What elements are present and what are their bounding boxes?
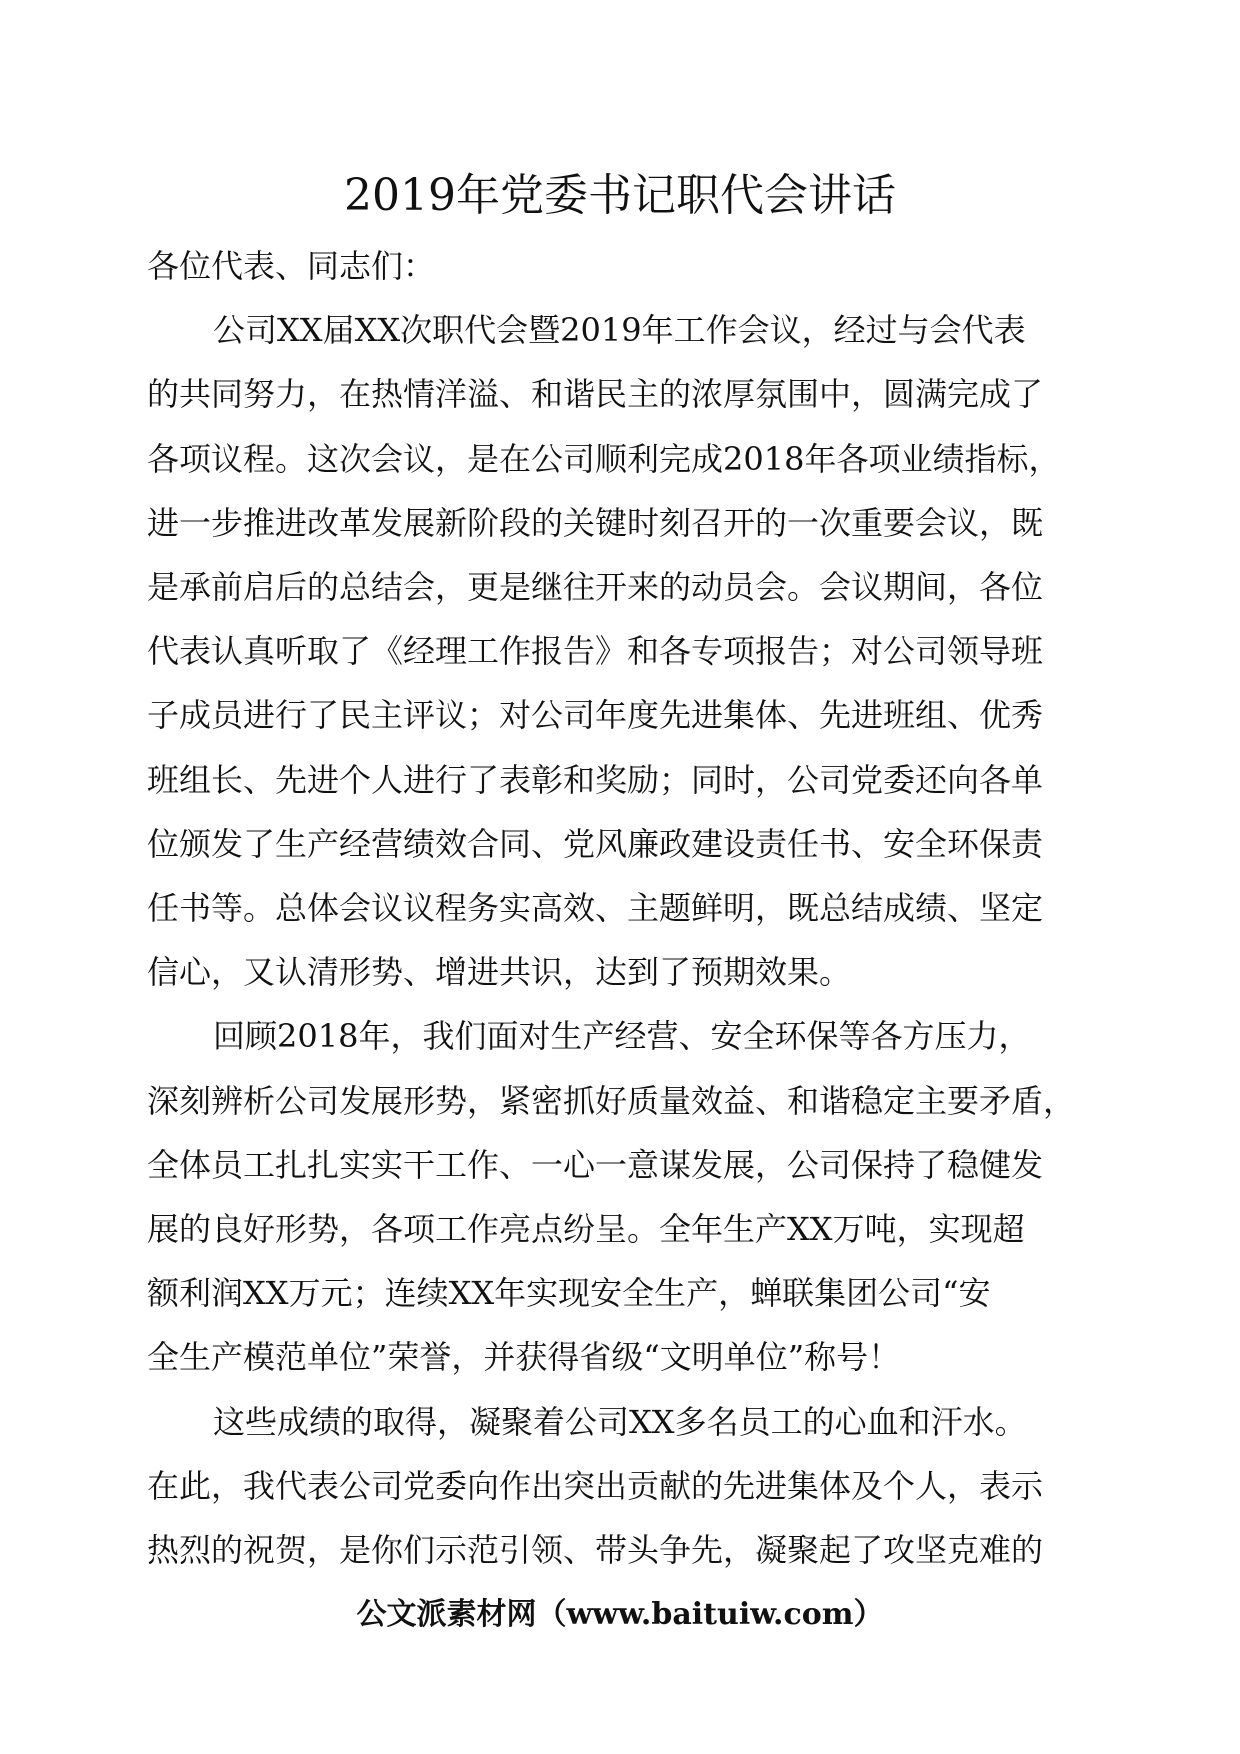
paragraph-3 [147,1390,1097,1583]
text-line: 回顾2018年，我们面对生产经营、安全环保等各方压力， [213,1017,1031,1056]
text-line: 位颁发了生产经营绩效合同、党风廉政建设责任书、安全环保责 [147,824,1044,863]
salutation: 各位代表、同志们： [147,247,436,285]
document-title: 2019年党委书记职代会讲话 [344,170,896,221]
text-line: 班组长、先进个人进行了表彰和奖励；同时，公司党委还向各单 [147,760,1044,799]
text-line: 额利润XX万元；连续XX年实现安全生产，蝉联集团公司“安 [147,1274,991,1313]
paragraph-2 [147,1004,1097,1389]
text-line: 进一步推进改革发展新阶段的关键时刻召开的一次重要会议，既 [147,503,1044,542]
text-line: 全生产模范单位”荣誉，并获得省级“文明单位”称号！ [147,1338,901,1377]
text-line: 这些成绩的取得，凝聚着公司XX多名员工的心血和汗水。 [213,1402,1027,1441]
text-line: 展的良好形势，各项工作亮点纷呈。全年生产XX万吨，实现超 [147,1210,1025,1249]
text-line: 代表认真听取了《经理工作报告》和各专项报告；对公司领导班 [147,632,1044,671]
text-line: 的共同努力，在热情洋溢、和谐民主的浓厚氛围中，圆满完成了 [147,375,1044,414]
text-line: 各项议程。这次会议，是在公司顺利完成2018年各项业绩指标， [147,439,1061,478]
document-body [147,234,1097,1582]
paragraph-1 [147,298,1097,1004]
footer-watermark: 公文派素材网（www.baituiw.com） [356,1597,884,1632]
text-line: 信心，又认清形势、增进共识，达到了预期效果。 [147,953,852,992]
text-line: 在此，我代表公司党委向作出突出贡献的先进集体及个人，表示 [147,1466,1044,1505]
text-line: 子成员进行了民主评议；对公司年度先进集体、先进班组、优秀 [147,696,1044,735]
text-line: 全体员工扎扎实实干工作、一心一意谋发展，公司保持了稳健发 [147,1145,1044,1184]
text-line: 公司XX届XX次职代会暨2019年工作会议，经过与会代表 [213,311,1026,350]
text-line: 深刻辨析公司发展形势，紧密抓好质量效益、和谐稳定主要矛盾， [147,1081,1076,1120]
text-line: 任书等。总体会议议程务实高效、主题鲜明，既总结成绩、坚定 [147,889,1044,928]
text-line: 是承前启后的总结会，更是继往开来的动员会。会议期间，各位 [147,568,1044,607]
text-line: 热烈的祝贺，是你们示范引领、带头争先，凝聚起了攻坚克难的 [147,1531,1044,1570]
